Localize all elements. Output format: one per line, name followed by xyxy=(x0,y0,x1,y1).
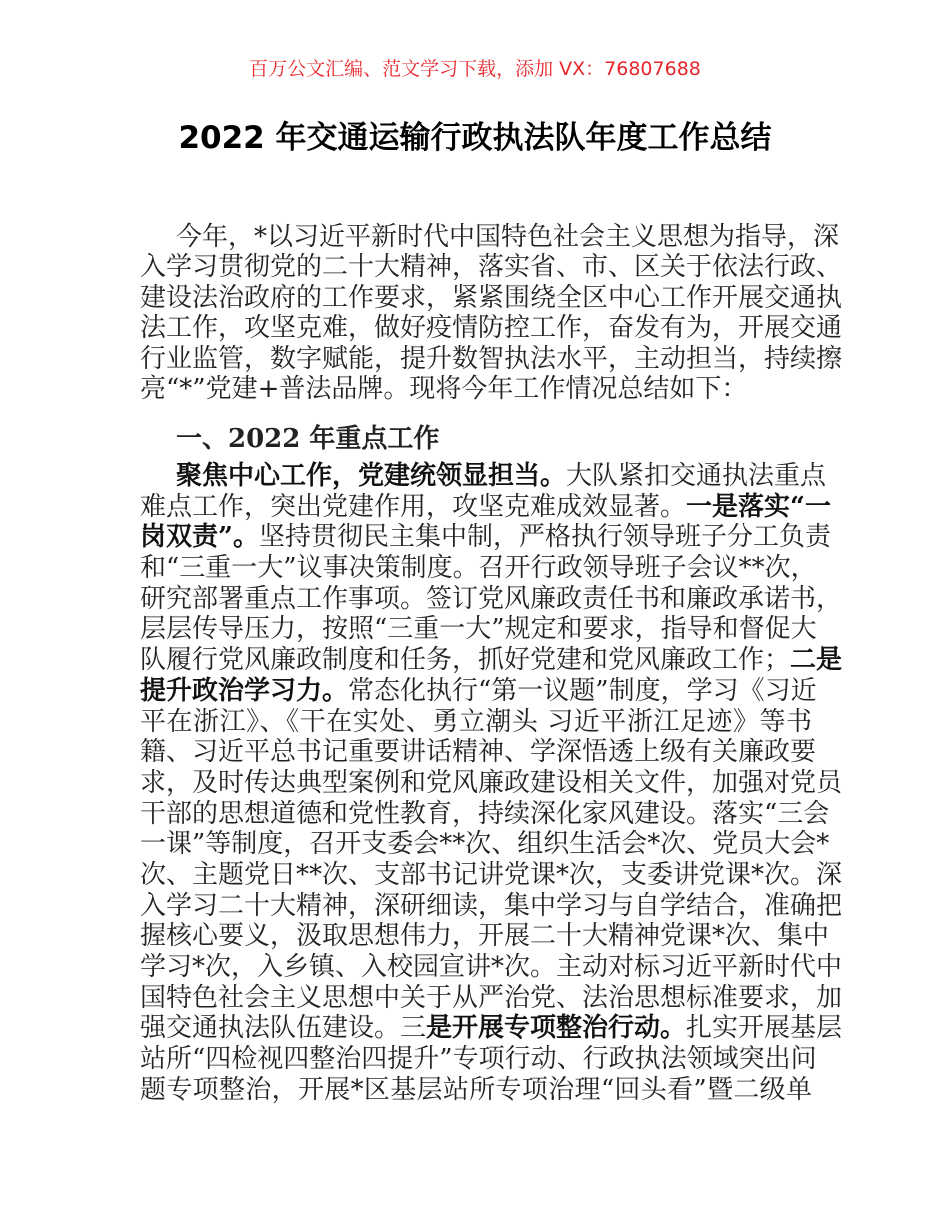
text-segment: 强交通执法队伍建设。三 xyxy=(140,1013,427,1044)
text-line xyxy=(140,890,843,922)
text-segment: 常态化执行“第一议题”制度，学习《习近 xyxy=(348,675,817,706)
text-line xyxy=(140,553,817,584)
text-line xyxy=(140,737,817,768)
text-segment: 站所“四检视四整治四提升”专项行动、行政执法领域突出问 xyxy=(140,1044,817,1075)
text-line xyxy=(140,1075,812,1106)
text-line xyxy=(140,461,827,492)
paragraph-intro xyxy=(140,222,843,404)
bold-text: 一是落实“一 xyxy=(686,491,831,522)
text-segment: 今年，*以习近平新时代中国特色社会主义思想为指导，深 xyxy=(176,222,840,252)
text-line xyxy=(140,374,812,404)
text-segment: 坚持贯彻民主集中制，严格执行领导班子分工负责 xyxy=(258,522,831,553)
text-line xyxy=(140,921,830,952)
text-segment: 扎实开展基层 xyxy=(686,1013,843,1044)
text-segment: 题专项整治，开展*区基层站所专项治理“回头看”暨二级单 xyxy=(140,1074,812,1105)
text-line xyxy=(140,798,830,830)
text-segment: 求，及时传达典型案例和党风廉政建设相关文件，加强对党员 xyxy=(140,767,843,798)
text-line xyxy=(140,222,840,252)
text-segment: 层层传导压力，按照“三重一大”规定和要求，指导和督促大 xyxy=(140,614,817,645)
text-segment: 学习*次，入乡镇、入校园宣讲*次。主动对标习近平新时代中 xyxy=(140,952,843,982)
text-line xyxy=(140,1013,843,1044)
bold-text: 聚焦中心工作，党建统领显担当。 xyxy=(176,461,567,491)
text-segment: 大队紧扣交通执法重点 xyxy=(566,461,827,491)
text-line xyxy=(140,645,843,676)
text-segment: 难点工作，突出党建作用，攻坚克难成效显著。 xyxy=(140,491,687,522)
text-line xyxy=(140,767,843,799)
text-segment: 干部的思想道德和党性教育，持续深化家风建设。落实“三会 xyxy=(140,798,830,829)
text-line xyxy=(140,491,831,523)
text-segment: 入学习二十大精神，深研细读，集中学习与自学结合，准确把 xyxy=(140,890,843,921)
text-segment: 次、主题党日**次、支部书记讲党课*次，支委讲党课*次。深 xyxy=(140,859,843,890)
watermark-banner: 百万公文汇编、范文学习下载，添加 VX：76807688 xyxy=(249,58,701,80)
text-segment: 籍、习近平总书记重要讲话精神、学深悟透上级有关廉政要 xyxy=(140,737,817,768)
text-segment: 和“三重一大”议事决策制度。召开行政领导班子会议**次， xyxy=(140,553,817,584)
text-line xyxy=(140,583,843,615)
paragraph-party-building xyxy=(140,461,843,1105)
bold-text: 岗双责”。 xyxy=(140,522,259,553)
text-line xyxy=(140,707,812,738)
text-line xyxy=(140,343,843,374)
text-segment: 国特色社会主义思想中关于从严治党、法治思想标准要求，加 xyxy=(140,982,843,1013)
section-heading: 一、2022 年重点工作 xyxy=(176,424,440,454)
text-segment: 队履行党风廉政制度和任务，抓好党建和党风廉政工作； xyxy=(140,645,791,676)
text-line xyxy=(140,675,817,707)
text-line xyxy=(140,982,843,1014)
text-segment: 行业监管，数字赋能，提升数智执法水平，主动担当，持续擦 xyxy=(140,343,843,374)
text-line xyxy=(140,859,843,891)
text-segment: 入学习贯彻党的二十大精神，落实省、市、区关于依法行政、 xyxy=(140,252,843,283)
text-line xyxy=(140,1044,817,1075)
text-segment: 亮“*”党建+普法品牌。现将今年工作情况总结如下： xyxy=(140,373,748,404)
text-line xyxy=(140,829,830,860)
bold-text: 提升政治学习力。 xyxy=(140,675,349,706)
text-segment: 平在浙江》、《干在实处、勇立潮头 习近平浙江足迹》等书 xyxy=(140,706,812,737)
text-segment: 法工作，攻坚克难，做好疫情防控工作，奋发有为，开展交通 xyxy=(140,313,843,344)
text-segment: 研究部署重点工作事项。签订党风廉政责任书和廉政承诺书， xyxy=(140,583,843,614)
text-segment: 一课”等制度，召开支委会**次、组织生活会*次、党员大会* xyxy=(140,829,830,860)
text-line xyxy=(140,614,817,645)
text-line xyxy=(140,952,843,983)
text-segment: 握核心要义，汲取思想伟力，开展二十大精神党课*次、集中 xyxy=(140,921,830,952)
document-title: 2022 年交通运输行政执法队年度工作总结 xyxy=(178,120,772,156)
text-segment: 建设法治政府的工作要求，紧紧围绕全区中心工作开展交通执 xyxy=(140,282,843,313)
text-line xyxy=(140,522,831,553)
text-line xyxy=(140,252,843,283)
bold-text: 是开展专项整治行动。 xyxy=(426,1013,687,1044)
text-line xyxy=(140,313,843,344)
text-line xyxy=(140,282,843,313)
bold-text: 二是 xyxy=(790,645,843,676)
